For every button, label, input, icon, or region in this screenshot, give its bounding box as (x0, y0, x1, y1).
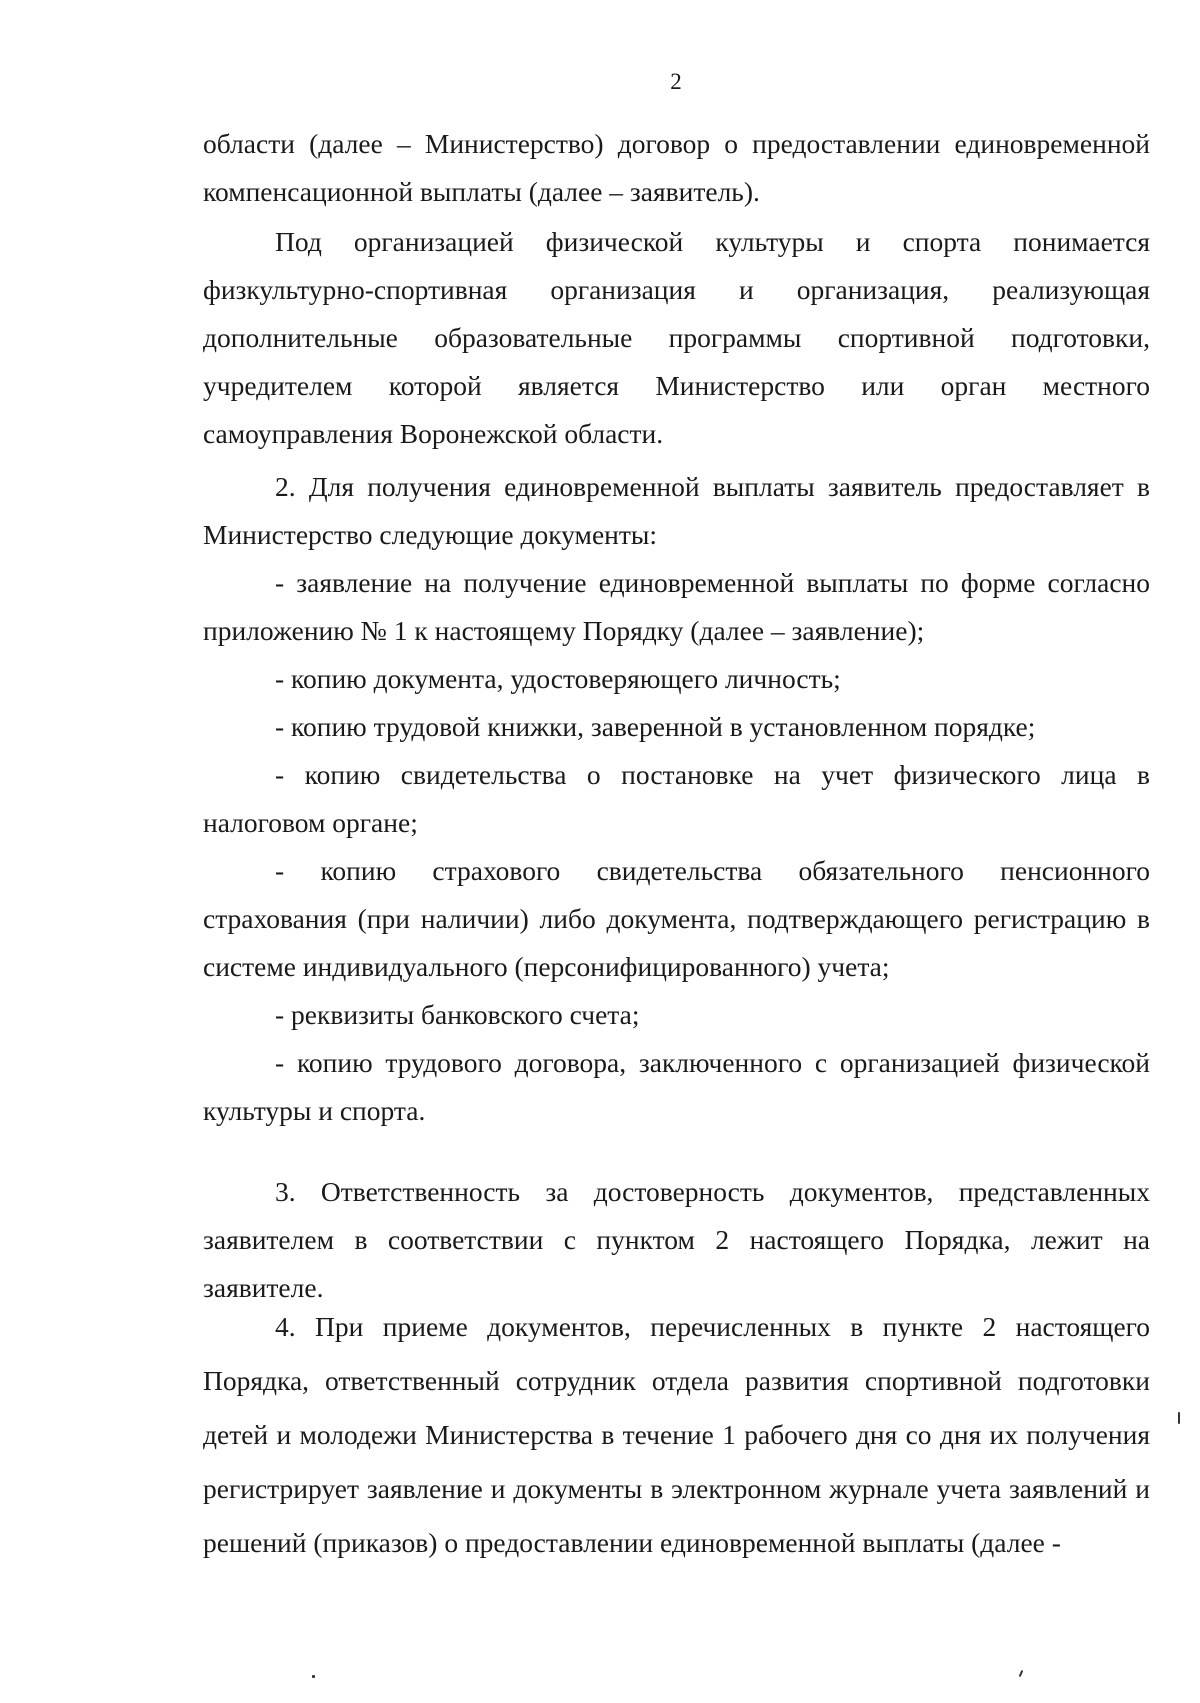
list-item-employment-contract: - копию трудового договора, заключенного с организацией физической культуры и спорта. (203, 1047, 1150, 1126)
document-responsibility (203, 1168, 1150, 1312)
document-definition (203, 218, 1150, 458)
page-number: 2 (670, 69, 682, 94)
paragraph-point-2: 2. Для получения единовременной выплаты заявитель предоставляет в Министерство следующие документы: (203, 471, 1150, 550)
scan-speck (312, 1675, 315, 1678)
paragraph-continuation: области (далее – Министерство) договор о предоставлении единовременной компенсационной выплаты (далее – заявитель). (203, 128, 1150, 207)
paragraph-definition: Под организацией физической культуры и спорта понимается физкультурно-спортивная организация и организация, реализующая дополнительные образовательные программы спортивной подготовки, учредителем которой является Министерство или орган местного самоуправления Воронежской области. (203, 226, 1150, 449)
paragraph-point-4: 4. При приеме документов, перечисленных в пункте 2 настоящего Порядка, ответственный сотрудник отдела развития спортивной подготовки детей и молодежи Министерства в течение 1 рабочего дня со дня их получения регистрирует заявление и документы в электронном журнале учета заявлений и решений (приказов) о предоставлении единовременной выплаты (далее - (203, 1311, 1150, 1558)
list-item-application: - заявление на получение единовременной выплаты по форме согласно приложению № 1 к настоящему Порядку (далее – заявление); (203, 567, 1150, 646)
scan-speck (1178, 1412, 1180, 1424)
list-item-identity: - копию документа, удостоверяющего личность; (275, 663, 841, 694)
list-item-insurance-certificate: - копию страхового свидетельства обязательного пенсионного страхования (при наличии) либо документа, подтверждающего регистрацию в системе индивидуального (персонифицированного) учета; (203, 855, 1150, 982)
paragraph-point-3: 3. Ответственность за достоверность документов, представленных заявителем в соответствии с пунктом 2 настоящего Порядка, лежит на заявителе. (203, 1176, 1150, 1303)
scan-speck (1019, 1670, 1024, 1677)
document-registration (203, 1300, 1150, 1570)
document-body-top (203, 120, 1150, 216)
list-item-tax-certificate: - копию свидетельства о постановке на учет физического лица в налоговом органе; (203, 759, 1150, 838)
document-list-section (203, 463, 1150, 1135)
list-item-bank-details: - реквизиты банковского счета; (275, 999, 640, 1030)
list-item-employment-book: - копию трудовой книжки, заверенной в установленном порядке; (275, 711, 1036, 742)
